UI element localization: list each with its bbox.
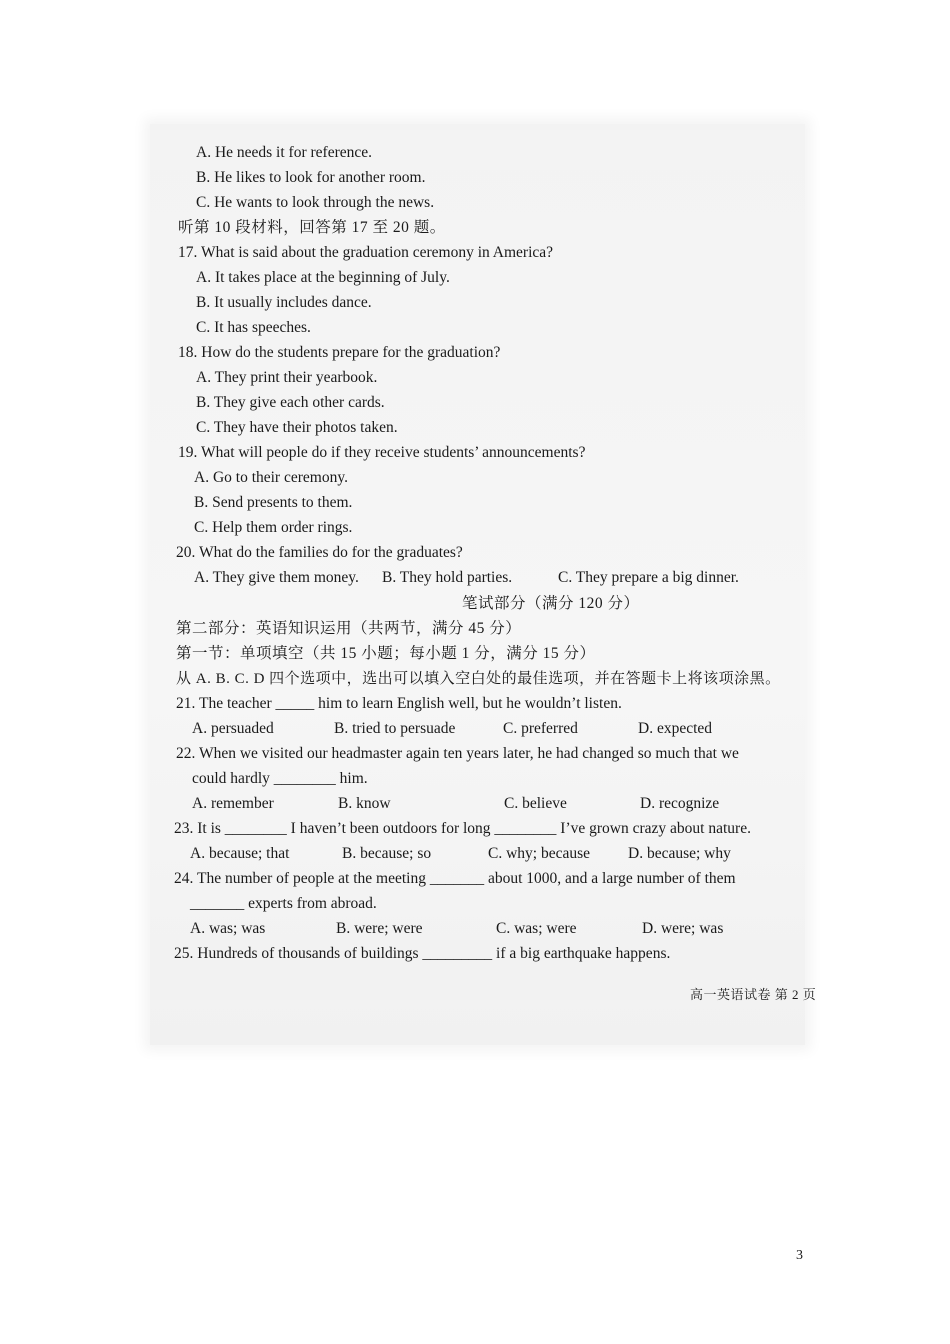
exam-footer: 高一英语试卷 第 2 页 bbox=[690, 987, 817, 1002]
q17-option-c: C. It has speeches. bbox=[196, 319, 311, 336]
q18-option-a: A. They print their yearbook. bbox=[196, 369, 378, 386]
q16-option-a: A. He needs it for reference. bbox=[196, 144, 373, 161]
q19-option-a: A. Go to their ceremony. bbox=[194, 469, 348, 486]
q20-option-c: C. They prepare a big dinner. bbox=[558, 569, 739, 586]
q22-option-d: D. recognize bbox=[640, 795, 720, 812]
q18-option-c: C. They have their photos taken. bbox=[196, 419, 398, 436]
q23-stem: 23. It is ________ I haven’t been outdoors for long ________ I’ve grown crazy about nature. bbox=[174, 820, 751, 837]
q21-option-c: C. preferred bbox=[503, 720, 578, 737]
q24-option-a: A. was; was bbox=[190, 920, 266, 937]
q19-stem: 19. What will people do if they receive students’ announcements? bbox=[178, 444, 586, 461]
q24-option-d: D. were; was bbox=[642, 920, 724, 937]
q24-option-b: B. were; were bbox=[336, 920, 423, 937]
q17-stem: 17. What is said about the graduation ceremony in America? bbox=[178, 244, 554, 261]
q19-option-b: B. Send presents to them. bbox=[194, 494, 353, 511]
part2-heading: 第二部分：英语知识运用（共两节，满分 45 分） bbox=[176, 620, 522, 637]
q17-option-a: A. It takes place at the beginning of July. bbox=[196, 269, 450, 286]
q22-stem-line1: 22. When we visited our headmaster again ten years later, he had changed so much that we bbox=[176, 745, 739, 762]
q16-option-b: B. He likes to look for another room. bbox=[196, 169, 426, 186]
q16-option-c: C. He wants to look through the news. bbox=[196, 194, 435, 211]
q20-stem: 20. What do the families do for the graduates? bbox=[176, 544, 463, 561]
q18-stem: 18. How do the students prepare for the graduation? bbox=[178, 344, 501, 361]
q23-option-a: A. because; that bbox=[190, 845, 290, 862]
q24-stem-line1: 24. The number of people at the meeting _______ about 1000, and a large number of them bbox=[174, 870, 736, 887]
material-10-intro: 听第 10 段材料，回答第 17 至 20 题。 bbox=[178, 219, 446, 236]
q21-stem: 21. The teacher _____ him to learn English well, but he wouldn’t listen. bbox=[176, 695, 622, 712]
q20-option-b: B. They hold parties. bbox=[382, 569, 513, 586]
q22-stem-line2: could hardly ________ him. bbox=[192, 770, 368, 787]
q22-option-c: C. believe bbox=[504, 795, 567, 812]
q25-stem: 25. Hundreds of thousands of buildings _________ if a big earthquake happens. bbox=[174, 945, 671, 962]
q19-option-c: C. Help them order rings. bbox=[194, 519, 353, 536]
page-number: 3 bbox=[796, 1248, 803, 1263]
q18-option-b: B. They give each other cards. bbox=[196, 394, 385, 411]
q24-stem-line2: _______ experts from abroad. bbox=[190, 895, 377, 912]
q23-option-b: B. because; so bbox=[342, 845, 432, 862]
q22-option-b: B. know bbox=[338, 795, 391, 812]
instructions: 从 A. B. C. D 四个选项中，选出可以填入空白处的最佳选项，并在答题卡上将该项涂黑。 bbox=[176, 671, 781, 687]
section1-heading: 第一节：单项填空（共 15 小题；每小题 1 分，满分 15 分） bbox=[176, 645, 596, 662]
written-part-heading: 笔试部分（满分 120 分） bbox=[462, 595, 640, 612]
q24-option-c: C. was; were bbox=[496, 920, 577, 937]
q23-option-d: D. because; why bbox=[628, 845, 731, 862]
q22-option-a: A. remember bbox=[192, 795, 274, 812]
q23-option-c: C. why; because bbox=[488, 845, 591, 862]
q21-option-d: D. expected bbox=[638, 720, 713, 737]
q21-option-a: A. persuaded bbox=[192, 720, 274, 737]
q21-option-b: B. tried to persuade bbox=[334, 720, 456, 737]
q20-option-a: A. They give them money. bbox=[194, 569, 359, 586]
q17-option-b: B. It usually includes dance. bbox=[196, 294, 372, 311]
